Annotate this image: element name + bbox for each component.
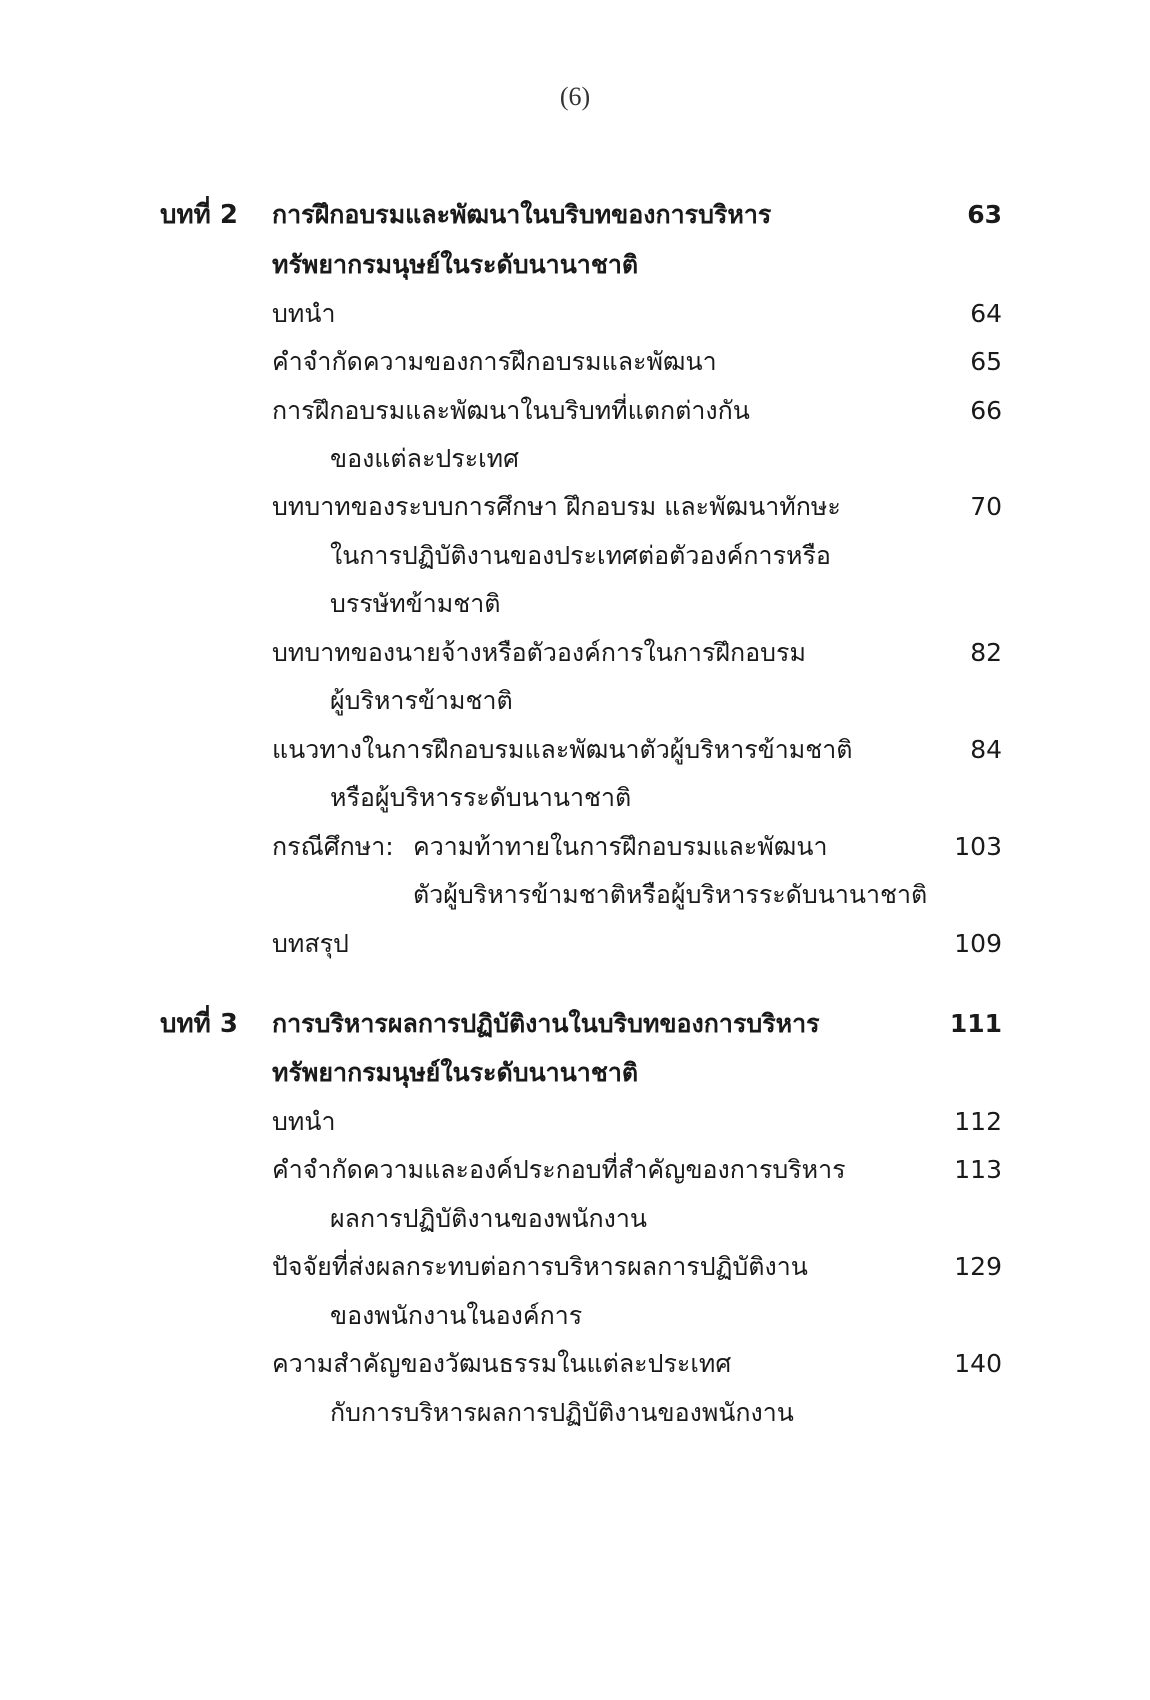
toc-entry-page: 82 [970,638,1002,667]
toc-entry-page: 113 [954,1155,1002,1184]
toc-entry-page: 112 [954,1107,1002,1136]
toc-entry[interactable]: การฝึกอบรมและพัฒนาในบริบทที่แตกต่างกัน [272,396,750,425]
toc-entry-intro[interactable]: บทนำ [272,299,336,328]
toc-entry-continuation: บรรษัทข้ามชาติ [330,589,501,618]
toc-entry-summary[interactable]: บทสรุป [272,929,349,958]
toc-entry-continuation: ผู้บริหารข้ามชาติ [330,686,513,715]
toc-entry[interactable]: คำจำกัดความและองค์ประกอบที่สำคัญของการบริหาร [272,1155,846,1184]
toc-entry-continuation: หรือผู้บริหารระดับนานาชาติ [330,783,632,812]
toc-entry-continuation: ตัวผู้บริหารข้ามชาติหรือผู้บริหารระดับนานาชาติ [413,880,928,909]
chapter-3-title-line2[interactable]: ทรัพยากรมนุษย์ในระดับนานาชาติ [272,1058,639,1087]
toc-entry-page: 103 [954,832,1002,861]
toc-entry-page: 65 [970,347,1002,376]
chapter-2-page: 63 [967,200,1002,229]
case-study-label: กรณีศึกษา: [272,832,394,861]
toc-entry-continuation: ผลการปฏิบัติงานของพนักงาน [330,1204,648,1233]
toc-entry-continuation: ในการปฏิบัติงานของประเทศต่อตัวองค์การหรือ [330,541,831,570]
toc-entry-continuation: กับการบริหารผลการปฏิบัติงานของพนักงาน [330,1398,794,1427]
toc-entry-continuation: ของพนักงานในองค์การ [330,1301,583,1330]
toc-entry-page: 84 [970,735,1002,764]
toc-entry-page: 70 [970,492,1002,521]
toc-entry[interactable]: แนวทางในการฝึกอบรมและพัฒนาตัวผู้บริหารข้ามชาติ [272,735,853,764]
chapter-3-title-line1[interactable]: การบริหารผลการปฏิบัติงานในบริบทของการบริหาร [272,1009,820,1038]
toc-entry[interactable]: ปัจจัยที่ส่งผลกระทบต่อการบริหารผลการปฏิบัติงาน [272,1252,808,1281]
toc-entry-intro[interactable]: บทนำ [272,1107,336,1136]
toc-entry-page: 64 [970,299,1002,328]
page-number: (6) [559,82,591,111]
toc-entry-case-study[interactable]: ความท้าทายในการฝึกอบรมและพัฒนา [413,832,828,861]
chapter-2-label: บทที่ 2 [160,200,238,230]
toc-entry[interactable]: คำจำกัดความของการฝึกอบรมและพัฒนา [272,347,717,376]
toc-entry-page: 140 [954,1349,1002,1378]
toc-entry-continuation: ของแต่ละประเทศ [330,444,520,473]
toc-entry-page: 109 [954,929,1002,958]
chapter-3-label: บทที่ 3 [160,1009,238,1039]
toc-entry-page: 129 [954,1252,1002,1281]
chapter-3-page: 111 [949,1009,1002,1038]
chapter-2-title-line1[interactable]: การฝึกอบรมและพัฒนาในบริบทของการบริหาร [272,200,772,229]
toc-entry-page: 66 [970,396,1002,425]
toc-entry[interactable]: ความสำคัญของวัฒนธรรมในแต่ละประเทศ [272,1349,732,1378]
toc-entry[interactable]: บทบาทของนายจ้างหรือตัวองค์การในการฝึกอบรม [272,638,806,667]
toc-entry[interactable]: บทบาทของระบบการศึกษา ฝึกอบรม และพัฒนาทักษะ [272,492,841,521]
chapter-2-title-line2[interactable]: ทรัพยากรมนุษย์ในระดับนานาชาติ [272,250,639,279]
